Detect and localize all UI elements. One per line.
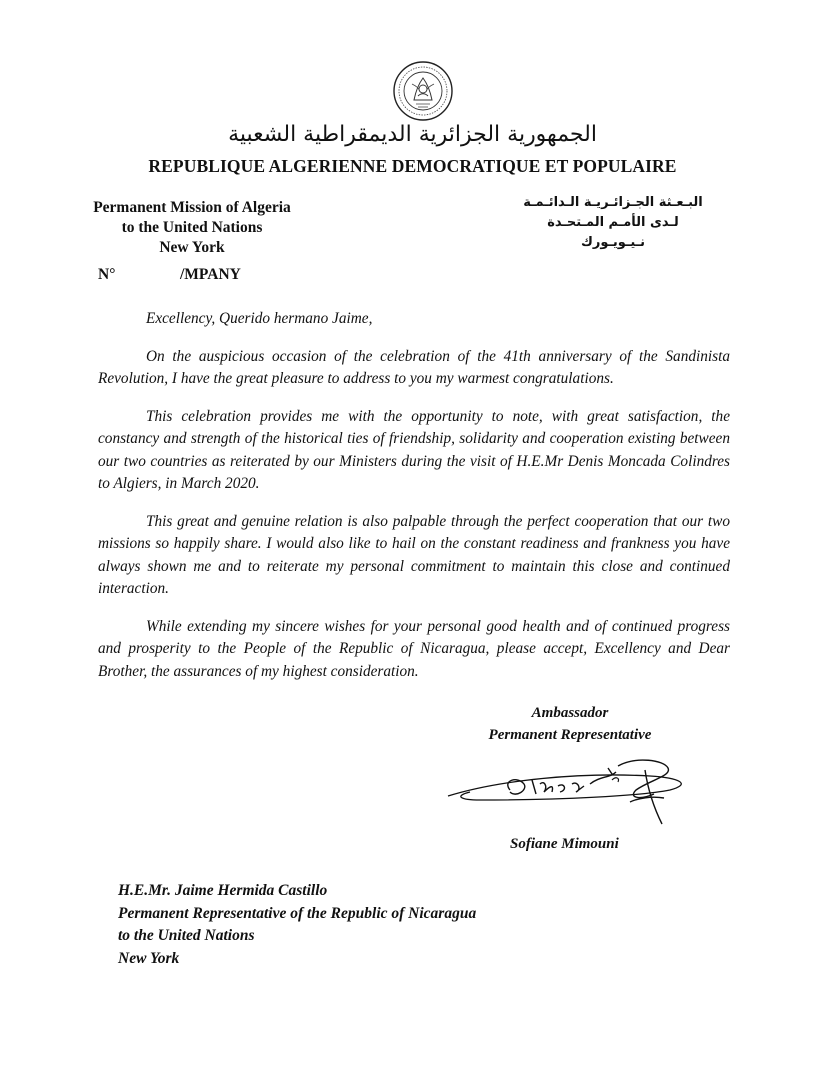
mission-line: to the United Nations bbox=[121, 219, 263, 236]
addressee-city: New York bbox=[118, 949, 180, 967]
signer-name: Sofiane Mimouni bbox=[510, 836, 619, 852]
letter-body bbox=[98, 308, 730, 698]
letter-paragraph: While extending my sincere wishes for your personal good health and of continued progress and prosperity to the People of the Republic of Nicaragua, please accept, Excellency and Dear Brother, the assurances of my highest consideration. bbox=[98, 617, 730, 680]
letter-paragraph: This celebration provides me with the opportunity to note, with great satisfaction, the constancy and strength of the historical ties of friendship, solidarity and cooperation existing between our two countries as reiterated by our Ministers during the visit of H.E.Mr Denis Moncada Colindres to Algiers, in March 2020. bbox=[98, 407, 730, 492]
reference-code: /MPANY bbox=[180, 266, 241, 283]
reference-number bbox=[98, 266, 241, 284]
algeria-emblem-seal-icon bbox=[392, 60, 454, 122]
mission-name-arabic bbox=[473, 193, 753, 253]
signatory-title-line: Ambassador bbox=[531, 705, 609, 721]
mission-line-arabic: نـيـويـورك bbox=[580, 235, 646, 250]
mission-line-arabic: البـعـثة الجـزائـريـة الـدائـمـة bbox=[523, 195, 703, 210]
french-republic-title: REPUBLIQUE ALGERIENNE DEMOCRATIQUE ET POPULAIRE bbox=[148, 156, 677, 176]
addressee-name: H.E.Mr. Jaime Hermida Castillo bbox=[118, 882, 328, 899]
mission-line: Permanent Mission of Algeria bbox=[93, 199, 291, 216]
reference-number-label: N° bbox=[98, 266, 116, 283]
signatory-title bbox=[470, 702, 670, 746]
addressee-block bbox=[118, 880, 476, 970]
handwritten-signature bbox=[440, 750, 710, 830]
arabic-republic-title: الجمهورية الجزائرية الديمقراطية الشعبية bbox=[228, 122, 597, 147]
mission-name-english bbox=[72, 198, 312, 258]
salutation: Excellency, Querido hermano Jaime, bbox=[146, 310, 373, 327]
addressee-title: Permanent Representative of the Republic of Nicaragua bbox=[118, 904, 477, 922]
letter-paragraph: This great and genuine relation is also palpable through the perfect cooperation that our two missions so happily share. I would also like to hail on the constant readiness and frankness you have always shown me and to reiterate my personal commitment to maintain this close and continued interaction. bbox=[98, 512, 730, 597]
mission-line: New York bbox=[159, 239, 225, 256]
addressee-organization: to the United Nations bbox=[118, 927, 255, 944]
mission-line-arabic: لـدى الأمـم المـتحـدة bbox=[547, 215, 679, 230]
letter-paragraph: On the auspicious occasion of the celebration of the 41th anniversary of the Sandinista Revolution, I have the great pleasure to address to you my warmest congratulations. bbox=[98, 347, 730, 387]
signatory-title-line: Permanent Representative bbox=[488, 727, 652, 743]
